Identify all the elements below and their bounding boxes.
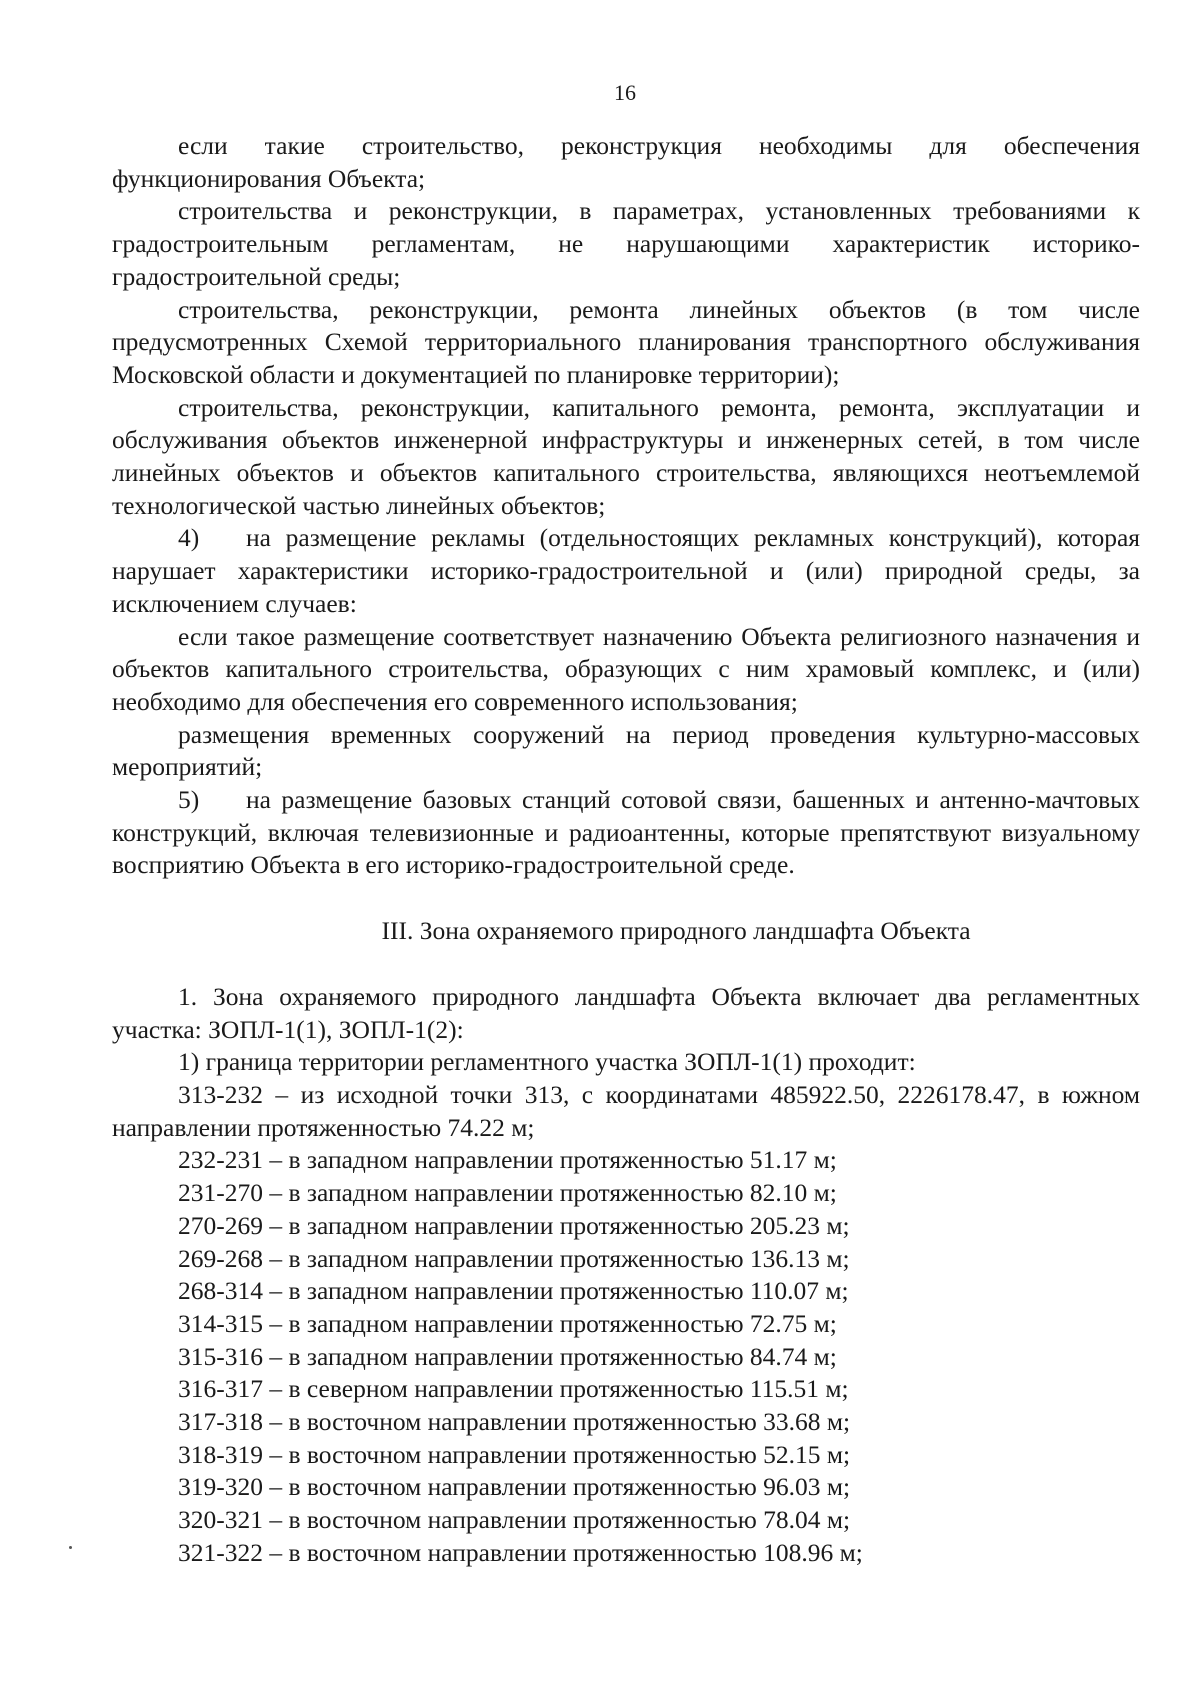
list-item-text: на размещение базовых станций сотовой связи, башенных и антенно-мачтовых конструкций, включая телевизионные и радиоантенны, которые препятствуют визуальному восприятию Объекта в его историко-градостроительной среде. [112,785,1140,880]
boundary-segment: 232-231 – в западном направлении протяженностью 51.17 м; [178,1145,837,1175]
boundary-segment: 318-319 – в восточном направлении протяженностью 52.15 м; [178,1439,851,1469]
list-item-number: 5) [178,785,200,815]
boundary-segment: 231-270 – в западном направлении протяженностью 82.10 м; [178,1178,837,1208]
paragraph: 1) граница территории регламентного участка ЗОПЛ-1(1) проходит: [178,1047,916,1077]
boundary-segment: 320-321 – в восточном направлении протяженностью 78.04 м; [178,1505,851,1535]
page-number: 16 [614,80,636,105]
list-item-number: 4) [178,523,200,553]
boundary-segment: 270-269 – в западном направлении протяженностью 205.23 м; [178,1210,850,1240]
scan-speck [69,1546,72,1549]
boundary-segment: 269-268 – в западном направлении протяженностью 136.13 м; [178,1243,850,1273]
paragraph: 1. Зона охраняемого природного ландшафта Объекта включает два регламентных участка: ЗОПЛ-1(1), ЗОПЛ-1(2): [112,981,1140,1044]
section-heading: III. Зона охраняемого природного ландшафта Объекта [381,916,971,946]
boundary-segment: 314-315 – в западном направлении протяженностью 72.75 м; [178,1308,837,1338]
boundary-segment: 268-314 – в западном направлении протяженностью 110.07 м; [178,1276,849,1306]
boundary-segment: 319-320 – в восточном направлении протяженностью 96.03 м; [178,1472,851,1502]
boundary-segment: 315-316 – в западном направлении протяженностью 84.74 м; [178,1341,837,1371]
paragraph: строительства, реконструкции, капитального ремонта, ремонта, эксплуатации и обслуживания объектов инженерной инфраструктуры и инженерных сетей, в том числе линейных объектов и объектов капитального строительства, являющихся неотъемлемой технологической частью линейных объектов; [112,392,1140,520]
list-item-4 [112,522,1140,620]
document-body [112,130,1140,1570]
boundary-segment: 316-317 – в северном направлении протяженностью 115.51 м; [178,1374,849,1404]
paragraph: строительства и реконструкции, в параметрах, установленных требованиями к градостроительным регламентам, не нарушающими характеристик историко-градостроительной среды; [112,196,1140,291]
paragraph: размещения временных сооружений на период проведения культурно-массовых мероприятий; [112,719,1140,782]
paragraph: строительства, реконструкции, ремонта линейных объектов (в том числе предусмотренных Схемой территориального планирования транспортного обслуживания Московской области и документацией по планировке территории); [112,294,1140,389]
boundary-segment: 321-322 – в восточном направлении протяженностью 108.96 м; [178,1537,863,1567]
boundary-segment-list [112,1144,1140,1569]
list-item-text: на размещение рекламы (отдельностоящих рекламных конструкций), которая нарушает характеристики историко-градостроительной и (или) природной среды, за исключением случаев: [112,523,1140,618]
list-item-5 [112,784,1140,882]
paragraph: если такие строительство, реконструкция необходимы для обеспечения функционирования Объекта; [112,131,1140,193]
paragraph: если такое размещение соответствует назначению Объекта религиозного назначения и объектов капитального строительства, образующих с ним храмовый комплекс, и (или) необходимо для обеспечения его современного использования; [112,621,1140,716]
paragraph: 313-232 – из исходной точки 313, с координатами 485922.50, 2226178.47, в южном направлении протяженностью 74.22 м; [112,1079,1140,1142]
boundary-segment: 317-318 – в восточном направлении протяженностью 33.68 м; [178,1407,851,1437]
